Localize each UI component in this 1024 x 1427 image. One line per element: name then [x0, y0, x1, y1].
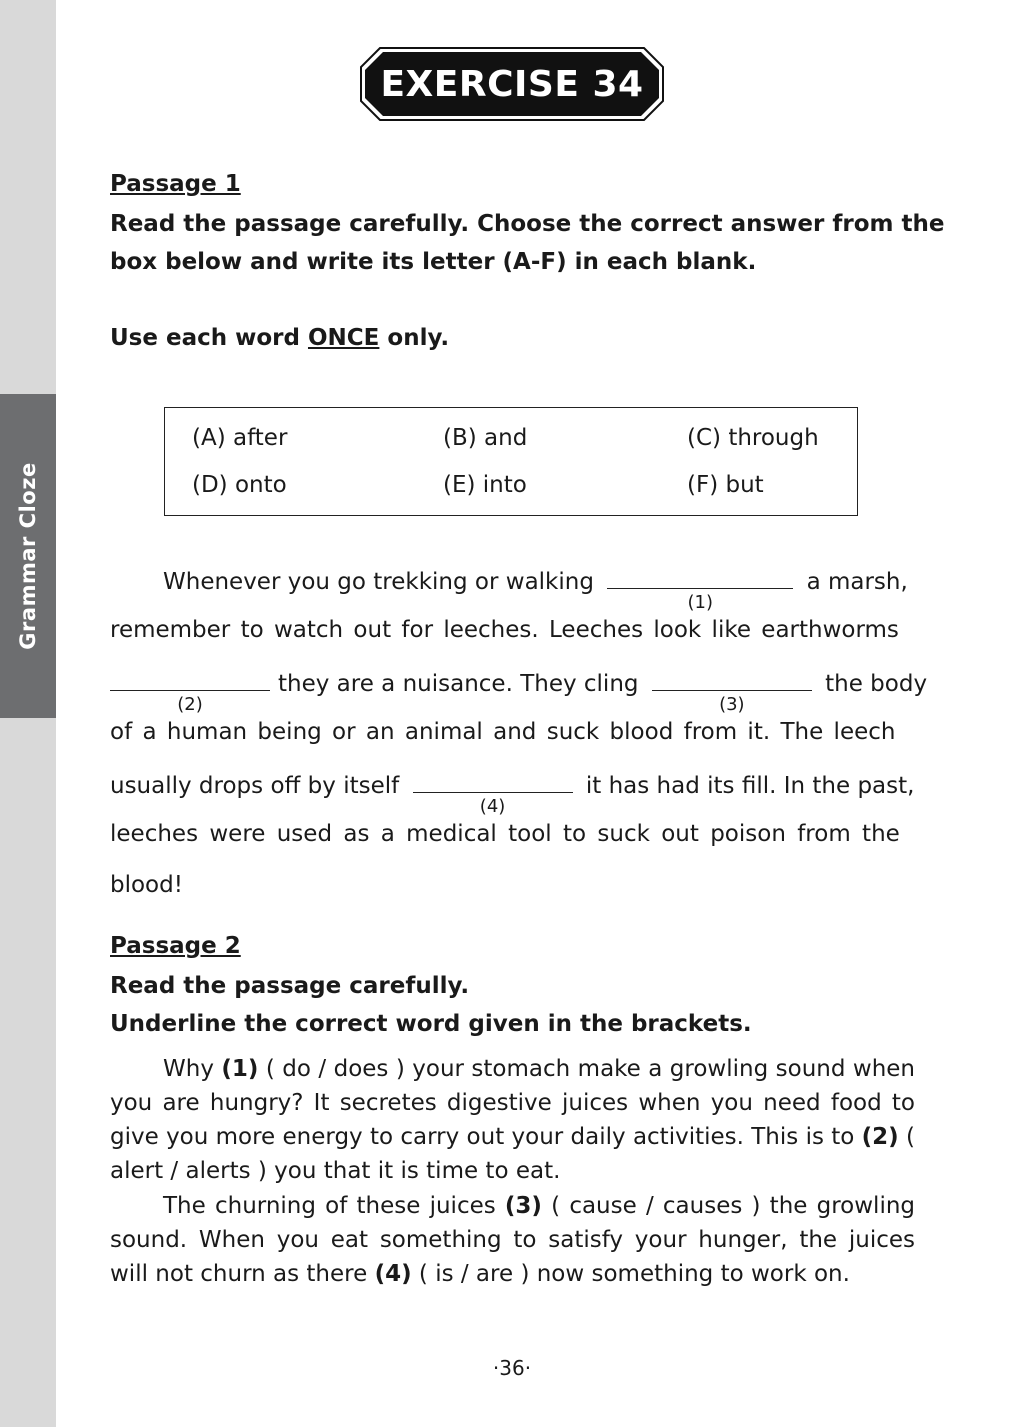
use-once-emphasis: ONCE: [307, 325, 380, 351]
blank-3[interactable]: [652, 668, 812, 715]
passage1-line: [110, 566, 915, 613]
passage2-text: ( alert / alerts ) you that it is time to eat.: [110, 1124, 915, 1184]
use-once-suffix: only.: [387, 325, 450, 351]
passage2-text: The churning of these juices: [163, 1193, 496, 1219]
word-option: (A) after: [192, 425, 288, 451]
passage2-instruction: [110, 967, 752, 1043]
word-option: (D) onto: [192, 472, 287, 498]
exercise-title-badge: [360, 47, 664, 121]
page-number: ·36·: [492, 1356, 532, 1380]
passage1-line: [110, 770, 915, 817]
word-bank-box: [164, 407, 858, 516]
passage1-text: the body: [825, 671, 928, 697]
blank-1[interactable]: [607, 566, 793, 613]
question-number: (2): [861, 1124, 899, 1150]
use-once-note: [110, 319, 449, 357]
passage1-line: [110, 821, 915, 847]
passage1-text: blood!: [110, 872, 183, 898]
blank-4[interactable]: [413, 770, 573, 817]
passage2-paragraph-2: [110, 1189, 915, 1291]
passage1-text: of a human being or an animal and suck blood from it. The leech: [110, 719, 896, 745]
passage1-text: it has had its fill. In the past,: [585, 773, 915, 799]
blank-number: (4): [479, 796, 506, 817]
blank-2[interactable]: [110, 668, 270, 715]
passage1-line: [110, 617, 915, 643]
passage1-line: [110, 872, 915, 898]
passage2-text: Why: [163, 1056, 214, 1082]
word-option: (E) into: [443, 472, 527, 498]
passage1-text: remember to watch out for leeches. Leeches look like earthworms: [110, 617, 899, 643]
passage1-line: [110, 719, 915, 745]
passage1-line: [110, 668, 928, 715]
question-number: (4): [374, 1261, 412, 1287]
passage1-instruction-line1: Read the passage carefully. Choose the correct answer from the: [110, 211, 945, 237]
use-once-prefix: Use each word: [110, 325, 300, 351]
blank-number: (3): [719, 694, 745, 715]
passage1-text: Whenever you go trekking or walking: [163, 569, 594, 595]
passage1-instruction: [110, 205, 945, 281]
word-option: (C) through: [687, 425, 819, 451]
blank-number: (2): [177, 694, 203, 715]
passage2-text: ( is / are ) now something to work on.: [418, 1261, 850, 1287]
question-number: (3): [504, 1193, 542, 1219]
question-number: (1): [221, 1056, 259, 1082]
word-option: (B) and: [443, 425, 528, 451]
passage2-paragraph-1: [110, 1052, 915, 1188]
section-tab-label: Grammar Cloze: [16, 462, 40, 650]
exercise-title: EXERCISE 34: [380, 63, 644, 105]
word-option: (F) but: [687, 472, 764, 498]
passage2-instruction-line1: Read the passage carefully.: [110, 973, 470, 999]
passage2-text: ( cause / causes ) the growling sound. When you eat something to satisfy your hunger, the juices will not churn as there: [110, 1193, 916, 1287]
passage2-instruction-line2: Underline the correct word given in the brackets.: [110, 1011, 752, 1037]
passage1-text: usually drops off by itself: [110, 773, 400, 799]
passage1-instruction-line2: box below and write its letter (A-F) in each blank.: [110, 249, 757, 275]
passage1-text: they are a nuisance. They cling: [278, 671, 639, 697]
passage2-text: ( do / does ) your stomach make a growling sound when you are hungry? It secretes digestive juices when you need food to give you more energy to carry out your daily activities. This is to: [110, 1056, 916, 1150]
blank-number: (1): [687, 592, 713, 613]
passage1-text: leeches were used as a medical tool to suck out poison from the: [110, 821, 900, 847]
passage1-heading: Passage 1: [110, 171, 241, 197]
passage2-heading: Passage 2: [110, 933, 241, 959]
passage1-text: a marsh,: [806, 569, 908, 595]
